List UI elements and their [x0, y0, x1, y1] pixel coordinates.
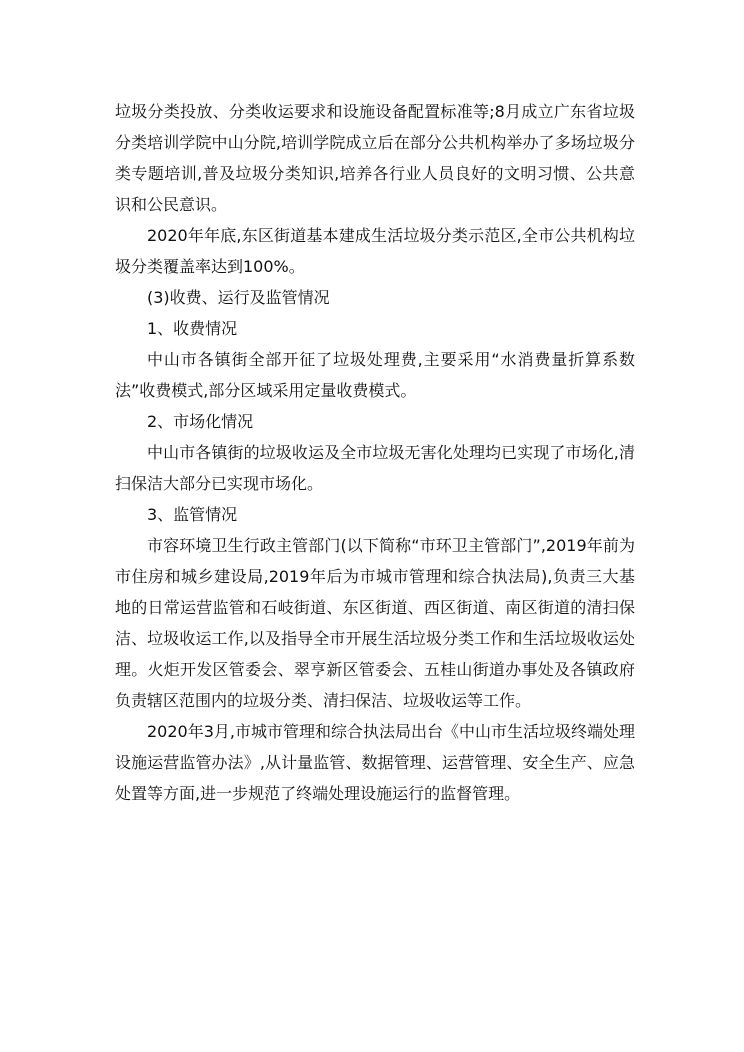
paragraph-marketization: 中山市各镇街的垃圾收运及全市垃圾无害化处理均已实现了市场化,清扫保洁大部分已实现市场化。	[115, 443, 635, 493]
paragraph-regulation: 2020年3月,市城市管理和综合执法局出台《中山市生活垃圾终端处理设施运营监管办法》,从计量监管、数据管理、运营管理、安全生产、应急处置等方面,进一步规范了终端处理设施运行的监督管理。	[115, 722, 635, 803]
paragraph-supervision: 市容环境卫生行政主管部门(以下简称“市环卫主管部门”,2019年前为市住房和城乡建设局,2019年后为市城市管理和综合执法局),负责三大基地的日常运营监管和石岐街道、东区街道、西区街道、南区街道的清扫保洁、垃圾收运工作,以及指导全市开展生活垃圾分类工作和生活垃圾收运处理。火炬开发区管委会、翠亨新区管委会、五桂山街道办事处及各镇政府负责辖区范围内的垃圾分类、清扫保洁、垃圾收运等工作。	[115, 536, 635, 710]
paragraph-fees: 中山市各镇街全部开征了垃圾处理费,主要采用“水消费量折算系数法”收费模式,部分区域采用定量收费模式。	[115, 350, 635, 400]
subheading-supervision: 3、监管情况	[147, 505, 238, 524]
subheading-fees: 1、收费情况	[147, 319, 238, 338]
section-heading-3: (3)收费、运行及监管情况	[147, 288, 330, 307]
paragraph-1: 垃圾分类投放、分类收运要求和设施设备配置标准等;8月成立广东省垃圾分类培训学院中山分院,培训学院成立后在部分公共机构举办了多场垃圾分类专题培训,普及垃圾分类知识,培养各行业人员良好的文明习惯、公共意识和公民意识。	[115, 102, 635, 214]
document-body	[115, 96, 635, 809]
subheading-marketization: 2、市场化情况	[147, 412, 254, 431]
paragraph-2: 2020年年底,东区街道基本建成生活垃圾分类示范区,全市公共机构垃圾分类覆盖率达到100%。	[115, 226, 635, 276]
